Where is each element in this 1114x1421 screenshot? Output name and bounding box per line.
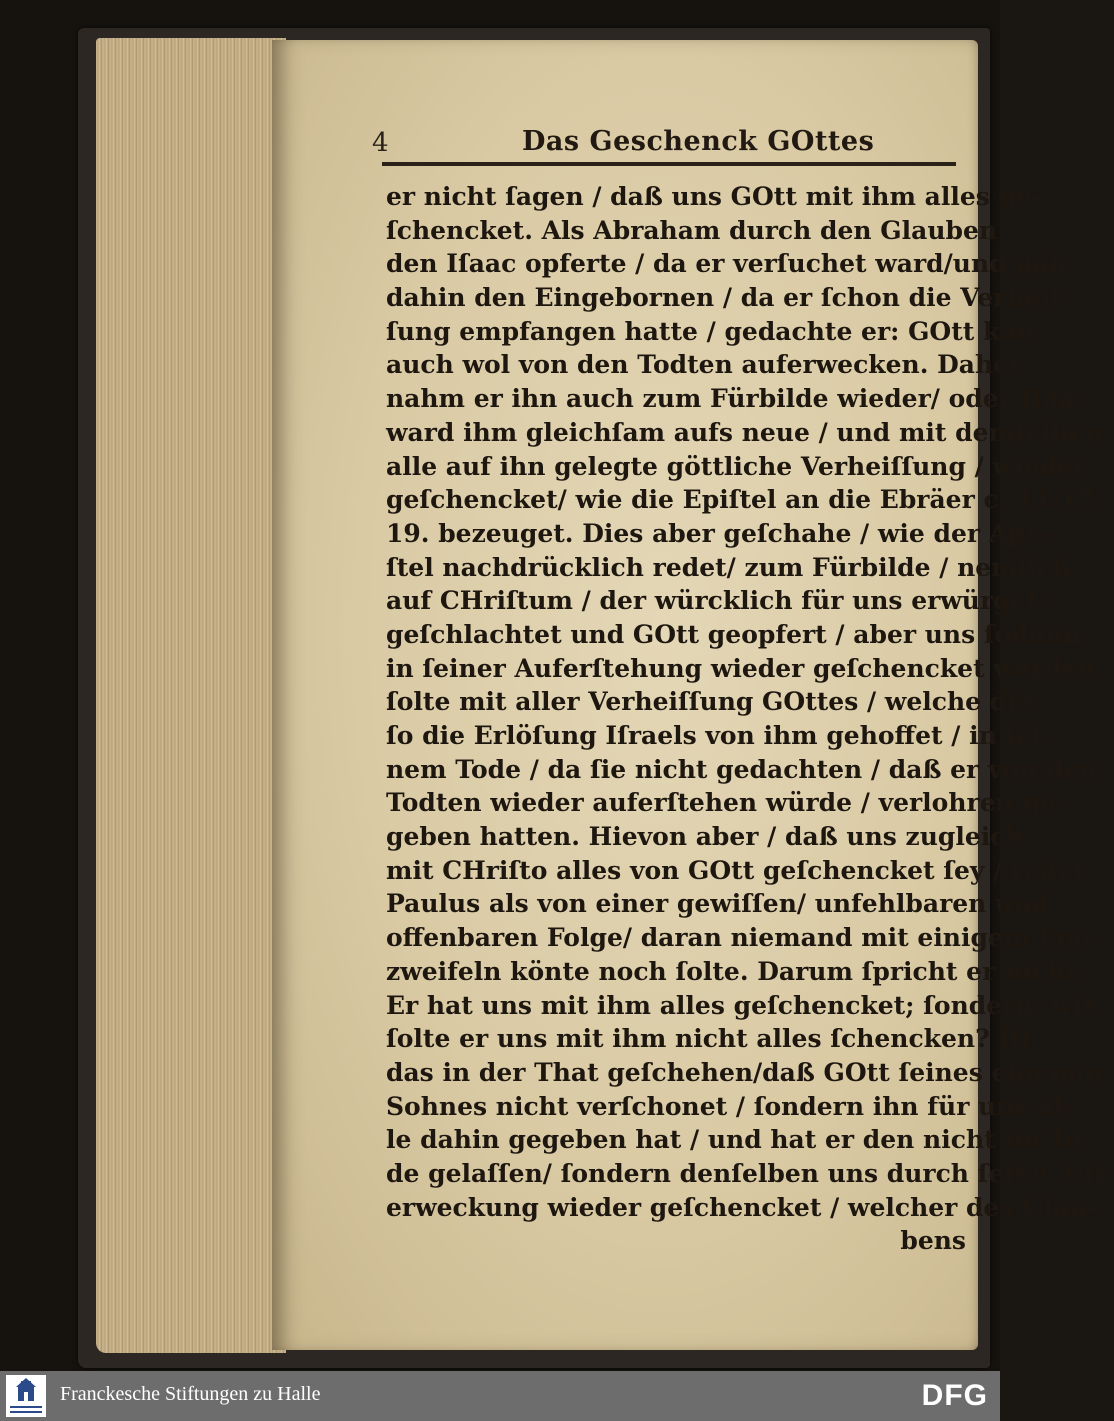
- text-line: in ſeiner Auferſtehung wieder geſchencket werden: [386, 653, 1096, 683]
- text-line: ſtel nachdrücklich redet/ zum Fürbilde / nemlich: [386, 552, 1071, 582]
- institution-name: Franckesche Stiftungen zu Halle: [60, 1383, 321, 1405]
- text-line: er nicht ſagen / daß uns GOtt mit ihm alles ge-: [386, 182, 1043, 211]
- text-line: offenbaren Folge/ daran niemand mit einigem Fug: [386, 923, 1092, 953]
- text-line: le dahin gegeben hat / und hat er den nicht im To-: [386, 1125, 1092, 1155]
- text-line: Todten wieder auferſtehen würde / verlohren ge-: [386, 788, 1067, 818]
- text-line: geben hatten. Hievon aber / daß uns zugleich: [386, 822, 1024, 852]
- text-line: erweckung wieder geſchencket / welcher des Glau-: [386, 1192, 1098, 1222]
- page-header: [372, 122, 972, 166]
- text-line: geſchencket/ wie die Epiſtel an die Ebräer c. 11/17.: [386, 485, 1104, 515]
- text-line: mit CHriſto alles von GOtt geſchencket ſey / redet: [386, 855, 1086, 885]
- text-line: 19. bezeuget. Dies aber geſchahe / wie der Apo-: [386, 518, 1053, 548]
- text-line: dahin den Eingebornen / da er ſchon die Verheiſ-: [386, 283, 1072, 313]
- text-line: de gelaſſen/ ſondern denſelben uns durch ſeine Auf-: [386, 1158, 1114, 1188]
- foundation-logo-icon: [6, 1375, 46, 1417]
- text-line: den Iſaac opferte / da er verſuchet ward/und gab: [386, 249, 1067, 279]
- text-line: nem Tode / da ſie nicht gedachten / daß er von den: [386, 754, 1098, 784]
- text-line: ward ihm gleichſam aufs neue / und mit demſelben: [386, 417, 1103, 447]
- page-edges: [96, 38, 286, 1353]
- body-text: [386, 180, 1114, 1258]
- running-head: Das Geschenck GOttes: [522, 126, 875, 157]
- dfg-badge: DFG: [921, 1379, 988, 1412]
- text-line: nahm er ihn auch zum Fürbilde wieder/ oder Iſaac: [386, 384, 1091, 414]
- text-line: Er hat uns mit ihm alles geſchencket; ſondern: wie: [386, 990, 1099, 1020]
- text-line: bens: [900, 1226, 966, 1256]
- text-line: ſo die Erlöſung Iſraels von ihm gehoffet / in ſei-: [386, 721, 1052, 750]
- footer-bar: [0, 1371, 1000, 1421]
- text-line: ſung empfangen hatte / gedachte er: GOtt kan: [386, 316, 1035, 346]
- text-line: auch wol von den Todten auferwecken. Daher: [386, 350, 1023, 380]
- text-line: ſolte mit aller Verheiſſung GOttes / welche die/: [386, 687, 1042, 717]
- text-line: alle auf ihn gelegte göttliche Verheiſſung / wieder: [386, 451, 1086, 481]
- header-rule: [382, 162, 956, 166]
- text-line: auf CHriſtum / der würcklich für uns erwürget /: [386, 586, 1056, 616]
- page-number: 4: [372, 128, 389, 158]
- text-line: ſolte er uns mit ihm nicht alles ſchencken? Iſt: [386, 1024, 1033, 1054]
- text-line: Sohnes nicht verſchonet / ſondern ihn für uns al-: [386, 1091, 1074, 1121]
- text-line: Paulus als von einer gewiſſen/ unfehlbaren und: [386, 889, 1049, 919]
- text-line: ſchencket. Als Abraham durch den Glauben: [386, 215, 998, 245]
- text-line: geſchlachtet und GOtt geopfert / aber uns ſodann: [386, 619, 1082, 649]
- text-line: zweifeln könte noch ſolte. Darum ſpricht er nicht:: [386, 956, 1086, 986]
- text-line: das in der That geſchehen/daß GOtt ſeines eigenen: [386, 1057, 1103, 1087]
